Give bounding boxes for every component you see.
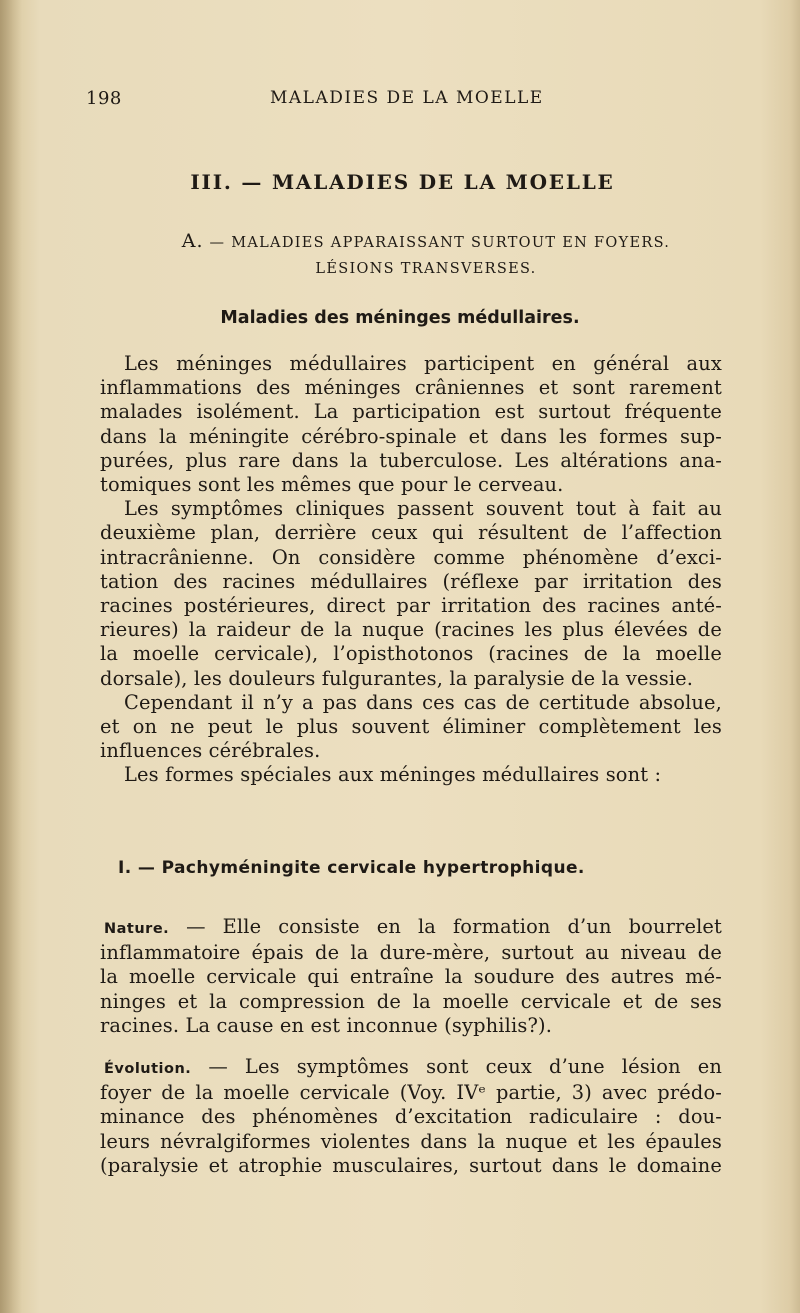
text-line: inflammations des méninges crâniennes et sont rarement (100, 376, 722, 400)
text-line: (paralysie et atrophie musculaires, surtout dans le domaine (100, 1153, 722, 1177)
text-line: Les méninges médullaires participent en général aux (124, 352, 722, 375)
running-head (0, 88, 800, 114)
text-line: influences cérébrales. (100, 739, 321, 763)
nature-label: Nature. (104, 921, 170, 937)
chapter-title: III. — MALADIES DE LA MOELLE (190, 170, 615, 194)
text-line: tation des racines médullaires (réflexe par irritation des (100, 569, 722, 593)
body-block-evolution (100, 1055, 722, 1178)
paragraph-1 (100, 352, 722, 497)
text-line: la moelle cervicale), l’opisthotonos (racines de la moelle (100, 642, 722, 666)
text-line: dans la méningite cérébro-spinale et dans les formes sup- (100, 424, 722, 448)
text-line: racines. La cause en est inconnue (syphilis?). (100, 1013, 553, 1037)
text-line: leurs névralgiformes violentes dans la nuque et les épaules (100, 1129, 722, 1153)
binding-shadow (0, 0, 22, 1313)
text-line: intracrânienne. On considère comme phénomène d’exci- (100, 545, 722, 569)
text-line: et on ne peut le plus souvent éliminer complètement les (100, 715, 722, 739)
text-line: Les symptômes cliniques passent souvent tout à fait au (124, 497, 722, 521)
text-line: foyer de la moelle cervicale (Voy. IVᵉ partie, 3) avec prédo- (100, 1081, 722, 1105)
running-title: MALADIES DE LA MOELLE (270, 88, 544, 108)
subheading-pachymeningite: I. — Pachyméningite cervicale hypertrophique. (118, 858, 585, 878)
evolution-line-0: — Les symptômes sont ceux d’une lésion en (191, 1055, 722, 1078)
text-line: ninges et la compression de la moelle cervicale et de ses (100, 989, 722, 1013)
text-line: deuxième plan, derrière ceux qui résultent de l’affection (100, 521, 722, 545)
paragraph-2 (100, 497, 722, 691)
body-block-1 (100, 352, 722, 788)
text-line: la moelle cervicale qui entraîne la soudure des autres mé- (100, 965, 722, 989)
text-line: tomiques sont les mêmes que pour le cerveau. (100, 473, 564, 497)
section-letter: A. (181, 230, 204, 252)
text-line (100, 915, 722, 941)
text-line: inflammatoire épais de la dure-mère, surtout au niveau de (100, 941, 722, 965)
body-block-nature (100, 915, 722, 1038)
text-line: malades isolément. La participation est surtout fréquente (100, 400, 722, 424)
text-line: dorsale), les douleurs fulgurantes, la paralysie de la vessie. (100, 666, 694, 690)
text-line: purées, plus rare dans la tuberculose. Les altérations ana- (100, 448, 722, 472)
heading-meninges: Maladies des méninges médullaires. (220, 308, 580, 328)
page-number: 198 (86, 88, 122, 109)
section-title-line1: MALADIES APPARAISSANT SURTOUT EN FOYERS. (231, 235, 671, 251)
text-line: minance des phénomènes d’excitation radiculaire : dou- (100, 1105, 722, 1129)
section-heading (116, 228, 736, 282)
section-dash: — (209, 235, 226, 251)
section-title-line2: LÉSIONS TRANSVERSES. (315, 261, 537, 277)
evolution-label: Évolution. (104, 1061, 192, 1077)
nature-line-0: — Elle consiste en la formation d’un bourrelet (169, 915, 722, 938)
text-line: Cependant il n’y a pas dans ces cas de certitude absolue, (124, 690, 722, 714)
text-line: rieures) la raideur de la nuque (racines les plus élevées de (100, 618, 722, 642)
paragraph-4 (100, 763, 722, 787)
paragraph-3 (100, 691, 722, 764)
text-line: racines postérieures, direct par irritation des racines anté- (100, 594, 722, 618)
text-line (100, 1055, 722, 1081)
text-line: Les formes spéciales aux méninges médullaires sont : (124, 763, 662, 787)
